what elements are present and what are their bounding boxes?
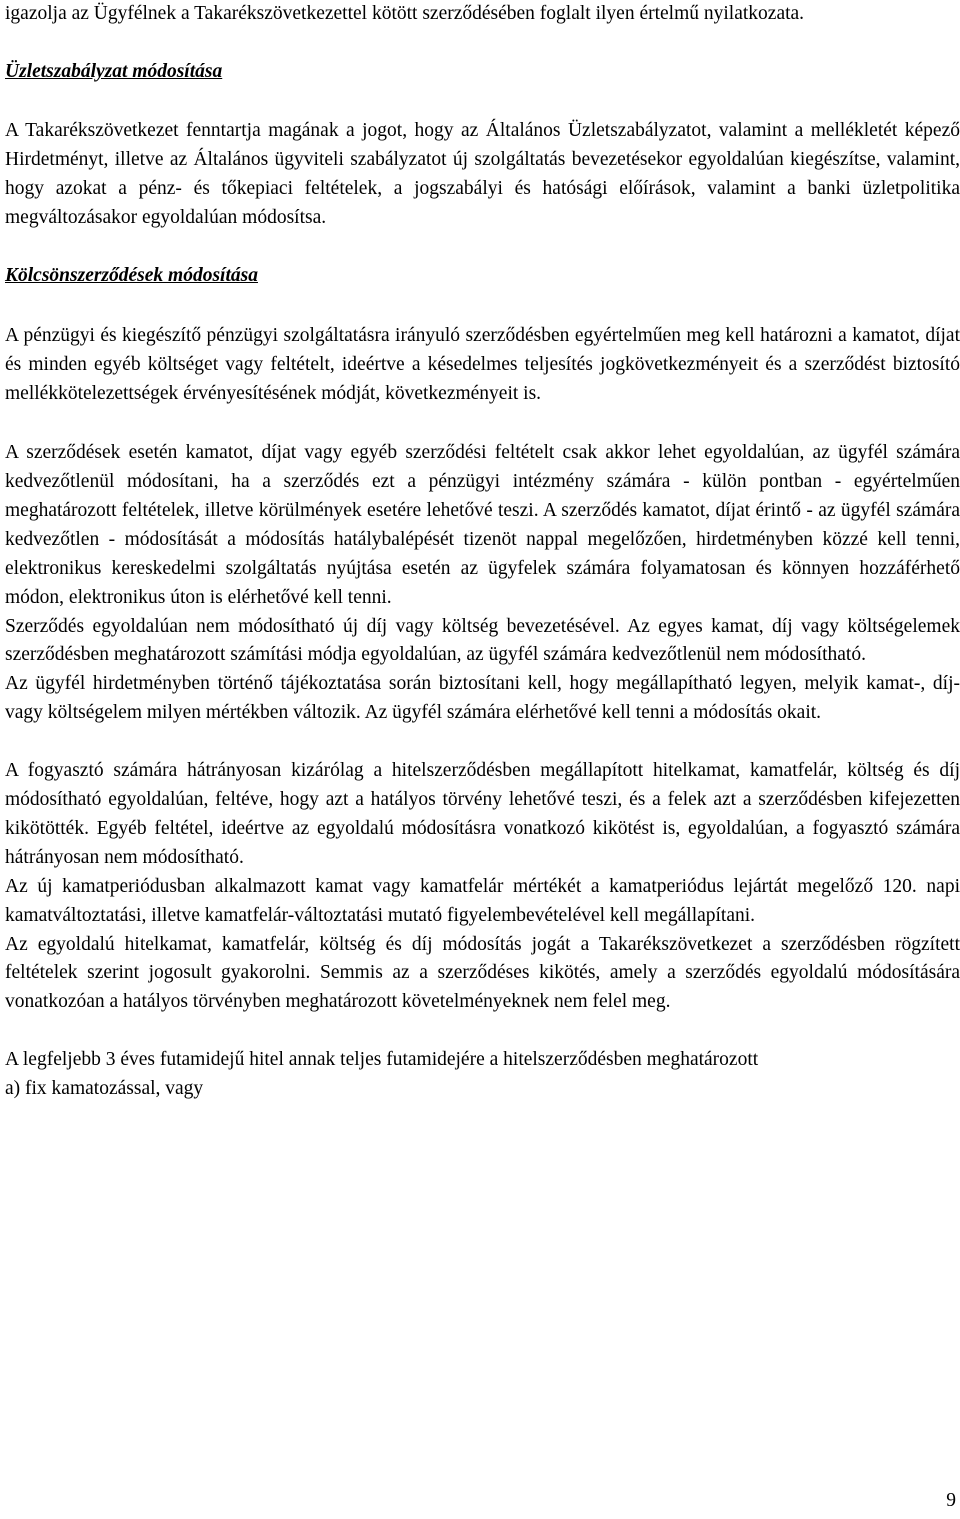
paragraph-loan-2: A szerződések esetén kamatot, díjat vagy egyéb szerződési feltételt csak akkor lehet egyoldalúan, az ügyfél számára kedvezőtlenül módosítani, ha a szerződés ezt a pénzügyi intézmény számára - külön pontban - egyértelműen meghatározott feltételek, illetve körülmények esetére lehetővé teszi. A szerződés kamatot, díjat érintő - az ügyfél számára kedvezőtlen - módosítását a módosítás hatálybalépését tizenöt nappal megelőzően, hirdetményben közzé kell tenni, elektronikus kereskedelmi szolgáltatás nyújtása esetén az ügyfelek számára folyamatosan és könnyen hozzáférhető módon, elektronikus úton is elérhetővé kell tenni. [5, 442, 960, 608]
paragraph-loan-5: A fogyasztó számára hátrányosan kizárólag a hitelszerződésben megállapított hitelkamat, kamatfelár, költség és díj módosítható egyoldalúan, feltéve, hogy azt a hatályos törvény lehetővé teszi, és a felek azt a szerződésben kifejezetten kikötötték. Egyéb feltétel, ideértve az egyoldalú módosításra vonatkozó kikötést is, egyoldalúan, a fogyasztó számára hátrányosan nem módosítható. [5, 760, 960, 868]
paragraph-loan-7: Az egyoldalú hitelkamat, kamatfelár, költség és díj módosítás jogát a Takarékszövetkezet a szerződésben rögzített feltételek szerint jogosult gyakorolni. Semmis az a szerződéses kikötés, amely a szerződés egyoldalú módosítására vonatkozóan a hatályos törvényben meghatározott követelményeknek nem felel meg. [5, 933, 960, 1013]
paragraph-loan-4: Az ügyfél hirdetményben történő tájékoztatása során biztosítani kell, hogy megállapítható legyen, melyik kamat-, díj- vagy költségelem milyen mértékben változik. Az ügyfél számára elérhetővé kell tenni a módosítás okait. [5, 673, 960, 724]
paragraph-loan-6: Az új kamatperiódusban alkalmazott kamat vagy kamatfelár mértékét a kamatperiódus lejártát megelőző 120. napi kamatváltoztatási, illetve kamatfelár-változtatási mutató figyelembevételével kell megállapítani. [5, 875, 960, 926]
section-heading-business-rules: Üzletszabályzat módosítása [5, 60, 223, 82]
intro-paragraph: igazolja az Ügyfélnek a Takarékszövetkezettel kötött szerződésében foglalt ilyen értelmű nyilatkozata. [5, 3, 805, 24]
paragraph-loan-8: A legfeljebb 3 éves futamidejű hitel annak teljes futamidejére a hitelszerződésben meghatározott [5, 1049, 759, 1071]
paragraph-loan-3: Szerződés egyoldalúan nem módosítható új díj vagy költség bevezetésével. Az egyes kamat, díj vagy költségelemek szerződésben meghatározott számítási módja egyoldalúan, az ügyfél számára kedvezőtlenül nem módosítható. [5, 615, 960, 666]
paragraph-business-rules: A Takarékszövetkezet fenntartja magának a jogot, hogy az Általános Üzletszabályzatot, valamint a mellékletét képező Hirdetményt, illetve az Általános ügyviteli szabályzatot új szolgáltatás bevezetésekor egyoldalúan kiegészítse, valamint, hogy azokat a pénz- és tőkepiaci feltételek, a jogszabályi és hatósági előírások, valamint a banki üzletpolitika megváltozásakor egyoldalúan módosítsa. [5, 119, 960, 228]
paragraph-loan-1: A pénzügyi és kiegészítő pénzügyi szolgáltatásra irányuló szerződésben egyértelműen meg kell határozni a kamatot, díjat és minden egyéb költséget vagy feltételt, ideértve a késedelmes teljesítés jogkövetkezményeit és a szerződést biztosító mellékkötelezettségek érvényesítésének módját, következményeit is. [5, 325, 960, 405]
page-number: 9 [946, 1490, 956, 1511]
section-heading-loan-contracts: Kölcsönszerződések módosítása [5, 265, 258, 287]
document-page [5, 0, 960, 1104]
paragraph-loan-9: a) fix kamatozással, vagy [5, 1078, 204, 1100]
